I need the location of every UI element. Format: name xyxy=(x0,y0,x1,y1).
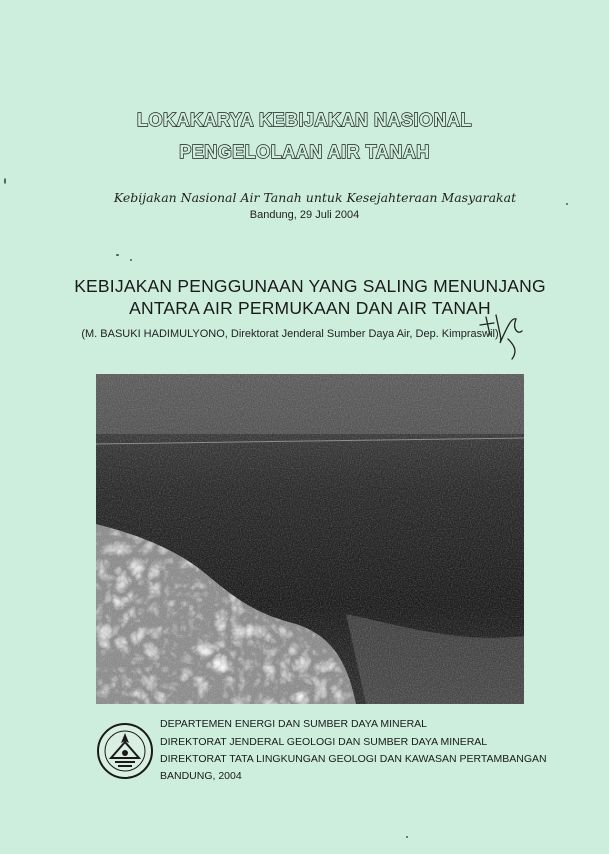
scan-speck xyxy=(566,203,568,205)
paper-author: (M. BASUKI HADIMULYONO, Direktorat Jenderal Sumber Daya Air, Dep. Kimpraswil) xyxy=(81,328,499,340)
scan-speck xyxy=(130,259,132,261)
publisher-line2: DIREKTORAT JENDERAL GEOLOGI DAN SUMBER DAYA MINERAL xyxy=(160,736,488,748)
event-date: Bandung, 29 Juli 2004 xyxy=(249,209,360,221)
publisher-line4: BANDUNG, 2004 xyxy=(160,770,242,782)
paper-title-line1: KEBIJAKAN PENGGUNAAN YANG SALING MENUNJANG xyxy=(74,276,546,296)
cover-photo xyxy=(96,374,524,704)
workshop-theme: Kebijakan Nasional Air Tanah untuk Kesejahteraan Masyarakat xyxy=(113,190,517,205)
ministry-emblem-icon xyxy=(96,722,154,780)
scan-speck xyxy=(406,836,408,838)
signature-mark xyxy=(478,305,528,363)
workshop-title-line2: PENGELOLAAN AIR TANAH xyxy=(179,142,430,162)
paper-title-line2: ANTARA AIR PERMUKAAN DAN AIR TANAH xyxy=(129,298,491,318)
scan-speck xyxy=(116,254,119,256)
scan-speck xyxy=(4,178,6,184)
publisher-line3: DIREKTORAT TATA LINGKUNGAN GEOLOGI DAN KAWASAN PERTAMBANGAN xyxy=(160,753,547,765)
publisher-line1: DEPARTEMEN ENERGI DAN SUMBER DAYA MINERAL xyxy=(160,718,428,730)
workshop-title-line1: LOKAKARYA KEBIJAKAN NASIONAL xyxy=(136,110,473,130)
